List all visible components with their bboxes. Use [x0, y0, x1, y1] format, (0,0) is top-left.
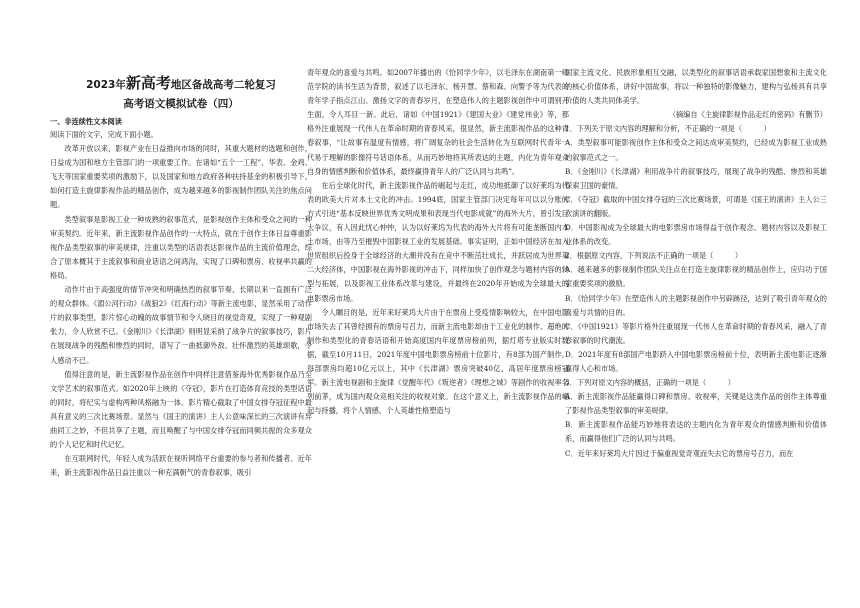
paragraph: 改革开放以来，影视产业在日益推向市场的同时，其重大题材的选题和创作，日益成为国和地方主管部门的一项重要工作。在诸如“五个一工程”、华表、金鸡、飞天等国家重要奖项的激励下，以及国家和地方政府各种扶持基金的积极引导下，如何打造主旋律影视作品的精品创作，成为越来越多的影视制作团队关注的焦点问题。 [50, 144, 312, 210]
question-option: A．类型叙事可能影视创作主体和受众之间达成审美契约，已经成为影视工业成熟的叙事范式之一。 [565, 138, 827, 162]
column-right [565, 66, 827, 461]
question-option: A．越来越多的影视制作团队关注点在打造主旋律影视的精品创作上，应归功于国家重要奖项的激励。 [565, 265, 827, 289]
section-heading: 一、非连续性文本阅读 [50, 117, 122, 126]
paragraph: 在互联网时代，年轻人成为活跃在视听网络平台重要的参与者和传播者。近年来，新主流影视作品日益注重以一种充满朝气的青春叙事，吸引 [50, 454, 312, 478]
exam-title [50, 74, 312, 113]
instruction: 阅读下面的文字，完成下面小题。 [50, 130, 158, 139]
question-stem: 2．根据原文内容，下列说法不正确的一项是（ ） [565, 251, 743, 261]
question-option: B．《金刚川》《长津湖》利用战争片的叙事技巧，展现了战争的残酷、惨烈和英雄探索卫国的豪情。 [565, 166, 827, 190]
paragraph: 在后全球化时代，新主流影视作品的崛起与走红，成功地抵御了以好莱坞为代表的欧美大片对本土文化的冲击。1994底，国家主管部门决定每年可以以分账的方式引进“基本反映世界优秀文明成果和表现当代电影成就”的海外大片，曾引发巨大争议，有人因此忧心忡忡，认为以好莱坞为代表的海外大片将有可能垄断国内本土市场，由等乃至摧毁中国影视工业的发展基础。事实证明，正如中国经济在加入世贸组织后投身于全球经济的大潮并没有在竞中不断茁壮成长，并跃居成为世界第二大经济体，中国影视在海外影视的冲击下，同样加快了创作观念与题材内容的转型与拓展，以及影视工业体系改革与建设，并最终在2020年开始成为全球最大的电影票房市场。 [307, 180, 569, 303]
question-option: B．新主流影视作品能巧妙地将表达的主题内化为青年观众的情感判断和价值体系，而赢得他们广泛的认同与共鸣。 [565, 420, 827, 444]
paragraph: 值得注意的是，新主流影视作品在创作中同样注意借鉴海外优秀影视作品乃至文学艺术的叙事范式。如2020年上映的《夺冠》，影片在打造体育竞技的类型话语的同时，将纪实与虚构两种风格融为一体。影片精心截取了中国女排夺冠征程中最具有意义的三次比赛场景。显然与《国王的演讲》主人公意味深长的三次演讲有异曲同工之妙，不但共享了主题，而且唤醒了与中国女排夺冠而同频共振的众多观众的个人记忆和时代记忆。 [50, 369, 312, 450]
source-note: （摘编自《主旋律影视作品走红的密码》有删节） [668, 110, 827, 120]
paragraph: 动作片由于高强度的情节冲突和明确热烈的叙事节奏，长期以来一直拥有广泛的观众群体。《湄公河行动》《战狼2》《红海行动》等新主流电影，显然采用了动作片的叙事类型，影片惊心动魄的故事情节和令人晓目的视觉奇观，实现了一种观剧张力，令人欣赏不已。《金刚川》《长津湖》则明显采纳了战争片的叙事技巧，影片在展现战争的残酷和惨烈的同时，谱写了一曲抵御外敌、壮怀激烈的英雄颂歌，令人感动不已。 [50, 285, 312, 365]
question-stem: 3．下列对原文内容的概括，正确的一项是（ ） [565, 378, 735, 388]
question-option: D．2021年度有8部国产电影跻入中国电影票房榜前十位，表明新主流电影正逐渐赢得人心和市场。 [565, 349, 827, 373]
question-option: C．《中国1921》等影片格外注重展现一代伟人在革命时期的青春风采，融入了青春叙事的时代潮流。 [565, 321, 827, 345]
question-option: C．近年来好莱坞大片因过于偏重视觉奇观而失去它的票房号召力，而在 [565, 448, 794, 458]
question-option: A．新主流影视作品能赢得口碑和票房、收视率，关键是这类作品的创作主体尊重了影视作品类型叙事的审美规律。 [565, 392, 827, 416]
paragraph: 青年观众的喜爱与共鸣。如2007年播出的《恰同学少年》，以毛泽东在湖南第一师范学院的读书生活为背景，叙述了以毛泽东、杨开慧、蔡和森、向警予等为代表的青年学子指点江山、激扬文字的青春岁月，在塑造伟人的主题影视创作中可谓别开生面，令人耳目一新。此后，诸如《中国1921》《建国大业》《建党伟业》等，都格外注重展现一代伟人在革命时期的青春风采，很显然，新主流影视作品的这种青春叙事，“让故事有温度有情感，将广阔复杂的社会生活转化为互联网时代青年一代易于理解的影像符号话语体系，从而巧妙地将其所表达的主题，内化为青年观众自身的情感判断和价值体系，最终赢得青年人的广泛认同与共鸣”。 [307, 68, 569, 176]
paragraph: 国家主流文化、民族形象相互交融，以类型化的叙事话语承载家国想象和主流文化的核心价值体系，讲好中国故事，将以一种独特的影像魅力，建构与弘扬具有共享价值的人类共同体美学。 [565, 68, 827, 106]
column-left [50, 66, 312, 480]
paragraph: 类型叙事是影视工业一种成熟的叙事范式，是影视创作主体和受众之间的一种审美契约。近年来，新主流影视作品创作的一大特点，就在于创作主体日益尊重影视作品类型叙事的审美规律，注重以类型的话语表达影视作品的主流价值理念，综合了原本概其于主流叙事和商业话语之间鸿沟，实现了口碑和票房、收视率共赢的格局。 [50, 214, 312, 280]
title-line2: 高考语文模拟试卷（四） [123, 98, 239, 110]
title-line1: 2023年新高考地区备战高考二轮复习 [86, 74, 276, 92]
question-option: C．《夺冠》截取的中国女排夺冠的三次比赛场景，可谓是《国王的演讲》主人公三次演讲的翻版。 [565, 194, 827, 218]
paragraph: 令人瞩目的是，近年来好莱坞大片由于在票房上受疫情影响较大，在中国电影市场失去了其曾经拥有的票房号召力，而新主流电影却由于工业化的制作、超绝的制作和类型化的青春话语和开始高度国内年度票房榜前列，据灯塔专业版实时数据，截至10月11日，2021年度中国电影票房榜前十位影片，有8部为国产制作，每部票房均超10亿元以上，其中《长津湖》票房突破40亿，高居年度票房榜冠军。新主流电视剧和主旋律《觉醒年代》《叛逆者》《理想之城》等剧作的收视率名列前茅，成为国内观众竞相关注的收视对象。在这个意义上，新主流影视作品的崛起与持播，将个人情感、个人英雄性格塑造与 [307, 307, 569, 416]
question-stem: 1．下列关于原文内容的理解和分析，不正确的一项是（ ） [565, 124, 771, 134]
column-middle [307, 66, 569, 418]
question-option: D．中国影视成为全球最大的电影票房市场得益于创作观念、题材内容以及影视工业体系的改变。 [565, 223, 827, 247]
question-option: B．《恰同学少年》在塑造伟人的主题影视创作中另辟蹊径，达到了吸引青年观众的喜爱与共情的目的。 [565, 293, 827, 317]
